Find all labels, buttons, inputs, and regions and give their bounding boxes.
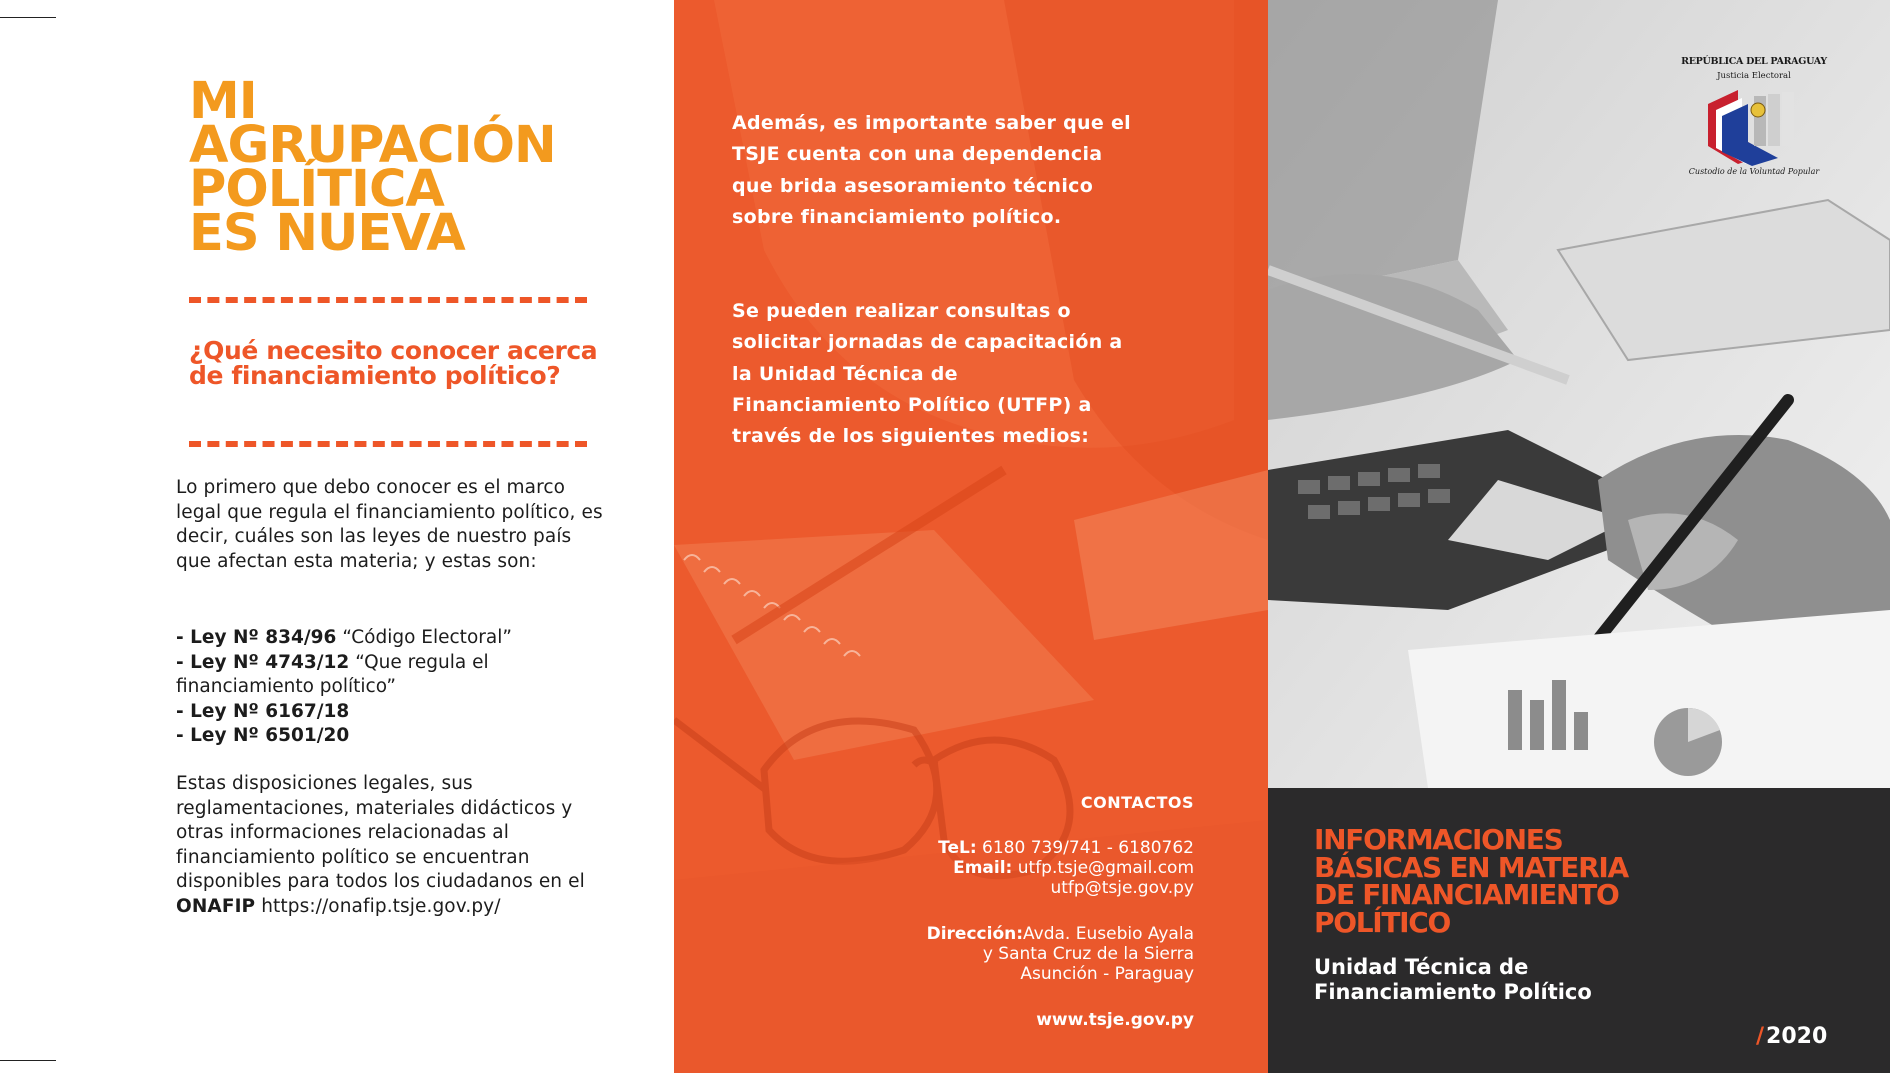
title-line: MI <box>189 72 257 131</box>
email-value[interactable]: utfp.tsje@gmail.com <box>1012 858 1194 878</box>
email-line-2[interactable]: utfp@tsje.gov.py <box>1050 878 1194 898</box>
list-item <box>176 700 606 725</box>
address-line-2: y Santa Cruz de la Sierra <box>982 944 1194 964</box>
ballot-box-icon <box>1702 84 1806 166</box>
contacts-heading: CONTACTOS <box>1080 793 1194 812</box>
onafip-label: ONAFIP <box>176 895 256 917</box>
cover-subtitle-line: Financiamiento Político <box>1314 980 1592 1004</box>
logo-country: REPÚBLICA DEL PARAGUAY <box>1681 56 1827 67</box>
logo-motto: Custodio de la Voluntad Popular <box>1688 167 1820 176</box>
list-item <box>176 651 606 700</box>
cover-title-line: INFORMACIONES <box>1314 823 1563 856</box>
dashed-divider <box>189 297 587 303</box>
info-paragraph: Además, es importante saber que el TSJE cuenta con una dependencia que brida asesoramiento técnico sobre financiamiento político. <box>732 112 1131 228</box>
main-title <box>189 72 556 263</box>
cover-title-line: BÁSICAS EN MATERIA <box>1314 850 1628 884</box>
address-value: Avda. Eusebio Ayala <box>1023 924 1194 944</box>
cover-panel <box>1268 788 1890 1073</box>
title-line: POLÍTICA <box>189 160 444 219</box>
address-line-3: Asunción - Paraguay <box>1020 964 1194 984</box>
question-heading: ¿Qué necesito conocer acerca de financiamiento político? <box>189 336 598 390</box>
title-line: AGRUPACIÓN <box>189 116 556 175</box>
year-value: 2020 <box>1766 1024 1828 1049</box>
law-number: - Ley Nº 834/96 <box>176 627 337 648</box>
email-label: Email: <box>953 858 1013 878</box>
law-name: “Que regula el financiamiento político” <box>176 651 489 698</box>
law-name: “Código Electoral” <box>336 627 512 648</box>
address-label: Dirección: <box>926 924 1024 944</box>
law-number: - Ley Nº 6501/20 <box>176 725 350 747</box>
closing-text: Estas disposiciones legales, sus reglamentaciones, materiales didácticos y otras informaciones relacionadas al financiamiento político se encuentran disponibles para todos los ciudadanos en el <box>176 773 585 893</box>
left-panel <box>0 0 674 1083</box>
phone-line <box>927 838 1194 858</box>
address-line <box>927 924 1194 944</box>
phone-label: TeL: <box>938 838 977 858</box>
justicia-electoral-logo <box>1680 56 1828 186</box>
cover-title-line: POLÍTICO <box>1314 905 1451 939</box>
middle-panel <box>674 0 1268 1073</box>
list-item <box>176 724 606 749</box>
website-link[interactable]: www.tsje.gov.py <box>1036 1010 1194 1030</box>
law-number: - Ley Nº 6167/18 <box>176 700 350 722</box>
onafip-link[interactable]: https://onafip.tsje.gov.py/ <box>255 895 501 917</box>
consult-paragraph: Se pueden realizar consultas o solicitar jornadas de capacitación a la Unidad Técnica de Financiamiento Político (UTFP) a través de los siguientes medios: <box>732 300 1123 448</box>
cover-title-line: DE FINANCIAMIENTO <box>1314 878 1619 911</box>
intro-paragraph: Lo primero que debo conocer es el marco legal que regula el financiamiento político, es decir, cuáles son las leyes de nuestro país que afectan esta materia; y estas son: <box>176 477 603 572</box>
contact-details <box>927 838 1194 1030</box>
cover-subtitle <box>1314 955 1592 1005</box>
dashed-divider <box>189 441 587 447</box>
cover-title <box>1314 823 1628 939</box>
law-number: - Ley Nº 4743/12 <box>176 651 350 673</box>
closing-paragraph <box>176 772 606 920</box>
year-slash: / <box>1756 1024 1765 1049</box>
logo-institution: Justicia Electoral <box>1717 71 1791 81</box>
list-item <box>176 626 606 651</box>
laws-list <box>176 626 606 749</box>
year-label <box>1756 1024 1827 1049</box>
title-line: ES NUEVA <box>189 204 465 263</box>
email-line <box>927 858 1194 878</box>
phone-value[interactable]: 6180 739/741 - 6180762 <box>976 838 1194 858</box>
cover-subtitle-line: Unidad Técnica de <box>1314 955 1529 979</box>
